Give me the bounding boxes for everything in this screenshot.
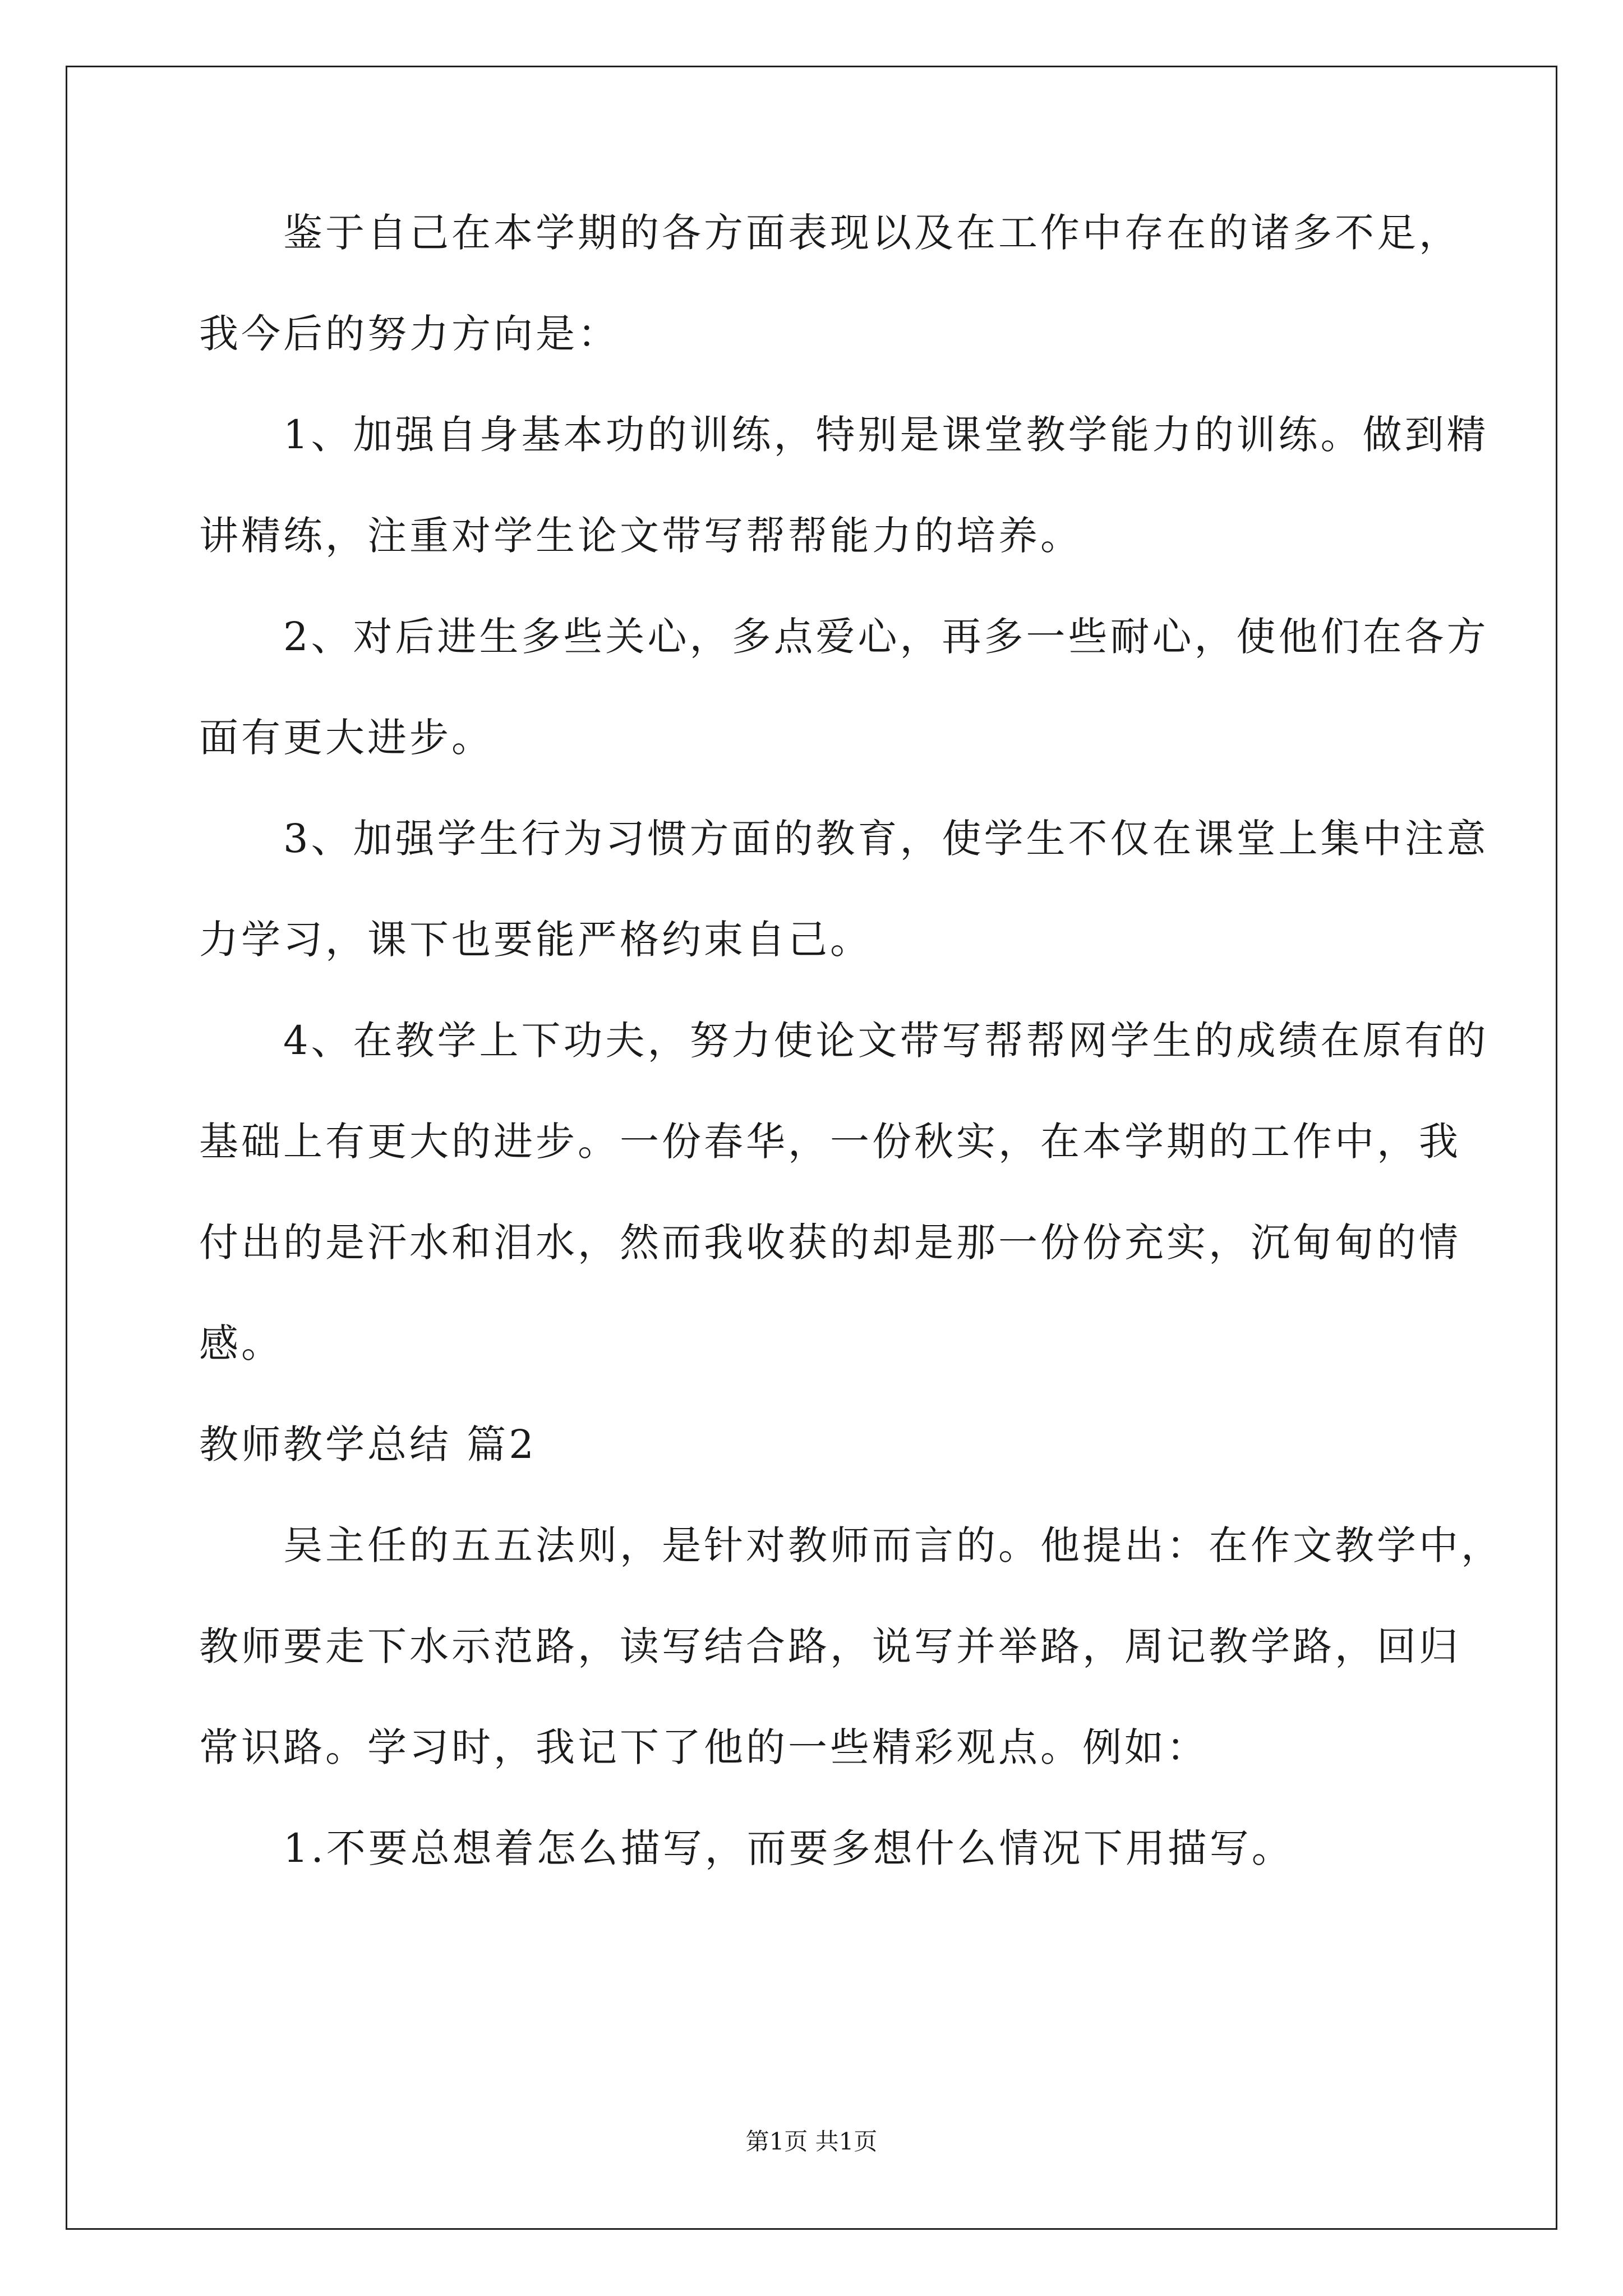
paragraph-line: 3、加强学生行为习惯方面的教育，使学生不仅在课堂上集中注意: [283, 816, 1489, 862]
paragraph-line: 我今后的努力方向是：: [199, 311, 620, 357]
paragraph-line: 力学习，课下也要能严格约束自己。: [199, 917, 872, 963]
paragraph-line: 4、在教学上下功夫，努力使论文带写帮帮网学生的成绩在原有的: [283, 1018, 1489, 1064]
paragraph-line: 感。: [199, 1320, 283, 1366]
page-footer: 第1页 共1页: [745, 2128, 878, 2155]
paragraph-line: 2、对后进生多些关心，多点爱心，再多一些耐心，使他们在各方: [283, 614, 1489, 660]
paragraph-line: 1、加强自身基本功的训练，特别是课堂教学能力的训练。做到精: [283, 412, 1489, 458]
paragraph-line: 1.不要总想着怎么描写，而要多想什么情况下用描写。: [283, 1825, 1294, 1871]
paragraph-line: 付出的是汗水和泪水，然而我收获的却是那一份份充实，沉甸甸的情: [199, 1220, 1461, 1266]
paragraph-line: 基础上有更大的进步。一份春华，一份秋实，在本学期的工作中，我: [199, 1119, 1461, 1165]
paragraph-line: 鉴于自己在本学期的各方面表现以及在工作中存在的诸多不足，: [283, 210, 1461, 256]
paragraph-line: 教师要走下水示范路，读写结合路，说写并举路，周记教学路，回归: [199, 1623, 1461, 1669]
paragraph-line: 吴主任的五五法则，是针对教师而言的。他提出：在作文教学中，: [283, 1522, 1503, 1568]
paragraph-line: 常识路。学习时，我记下了他的一些精彩观点。例如：: [199, 1724, 1209, 1770]
paragraph-line: 面有更大进步。: [199, 715, 494, 761]
paragraph-line: 讲精练，注重对学生论文带写帮帮能力的培养。: [199, 513, 1082, 559]
section-heading: 教师教学总结 篇2: [199, 1421, 537, 1467]
